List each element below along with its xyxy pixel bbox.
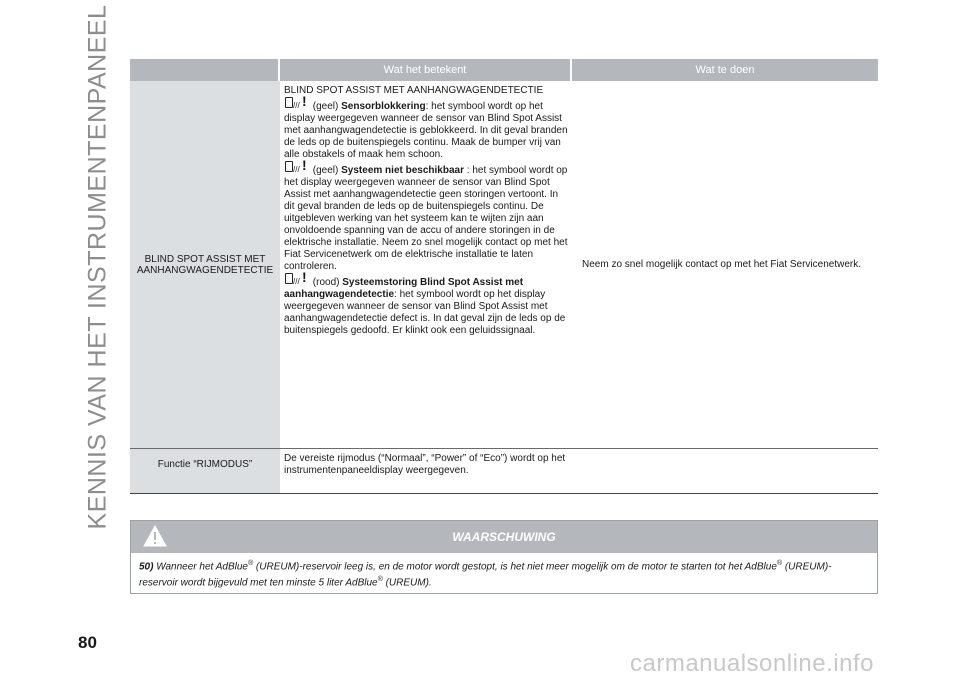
- table-row: [130, 81, 878, 449]
- header-col-action: Wat te doen: [572, 59, 878, 81]
- meaning-item: /// ! (rood) Systeemstoring Blind Spot Assist met aanhangwagendetectie: het symbool wordt op het display weergegeven wanneer de sensor van Blind Spot Assist met aanhangwagendetectie defect is. In dat geval zijn de leds op de buitenspiegels gedoofd. Er klinkt ook een geluidssignaal.: [284, 269, 566, 336]
- meaning-heading: BLIND SPOT ASSIST MET AANHANGWAGENDETECTIE: [284, 85, 544, 96]
- row-action: [570, 449, 878, 493]
- warning-box: [130, 520, 878, 594]
- watermark: carmanualsonline.info: [630, 650, 874, 677]
- meaning-item: /// ! (geel) Systeem niet beschikbaar : het symbool wordt op het display weergegeven wanneer de sensor van Blind Spot Assist met aanhangwagendetectie geen storingen vertoont. In dit geval branden de leds op de buitenspiegels continu. De uitgebleven werking van het systeem kan te wijten zijn aan onvoldoende spanning van de accu of andere storingen in de elektrische installatie. Neem zo snel mogelijk contact op met het Fiat Servicenetwerk om de elektrische installatie te laten controleren.: [284, 157, 568, 272]
- blind-spot-sensor-icon: /// !: [284, 161, 310, 175]
- header-col-meaning: Wat het betekent: [280, 59, 570, 81]
- side-title: KENNIS VAN HET INSTRUMENTENPANEEL: [83, 4, 112, 530]
- meaning-item: /// ! (geel) Sensorblokkering: het symbool wordt op het display weergegeven wanneer de sensor van Blind Spot Assist met aanhangwagendetectie is geblokkeerd. In dit geval branden de leds op de buitenspiegels continu. Maak de bumper vrij van alle obstakels of maak hem schoon.: [284, 93, 568, 160]
- blind-spot-sensor-icon: /// !: [284, 273, 310, 287]
- blind-spot-sensor-icon: /// !: [284, 97, 310, 111]
- row-meaning: De vereiste rijmodus (“Normaal”, “Power” of “Eco”) wordt op het instrumentenpaneeldisplay weergegeven.: [284, 453, 566, 476]
- page-number: 80: [78, 633, 97, 652]
- row-label: Functie “RIJMODUS”: [130, 449, 280, 493]
- row-label: BLIND SPOT ASSIST MET AANHANGWAGENDETECTIE: [130, 81, 280, 448]
- header-col-1: [130, 59, 278, 81]
- warning-header: [131, 521, 877, 553]
- table-row: [130, 449, 878, 494]
- warning-title: WAARSCHUWING: [452, 530, 556, 544]
- row-meaning: [280, 81, 570, 448]
- warning-text: 50) Wanneer het AdBlue® (UREUM)-reservoir leeg is, en de motor wordt gestopt, is het niet meer mogelijk om de motor te starten tot het AdBlue® (UREUM)-reservoir wordt bijgevuld met ten minste 5 liter AdBlue® (UREUM).: [139, 560, 832, 589]
- row-action: Neem zo snel mogelijk contact op met het Fiat Servicenetwerk.: [582, 258, 862, 270]
- indicator-table: [130, 59, 878, 494]
- table-header: [130, 59, 878, 81]
